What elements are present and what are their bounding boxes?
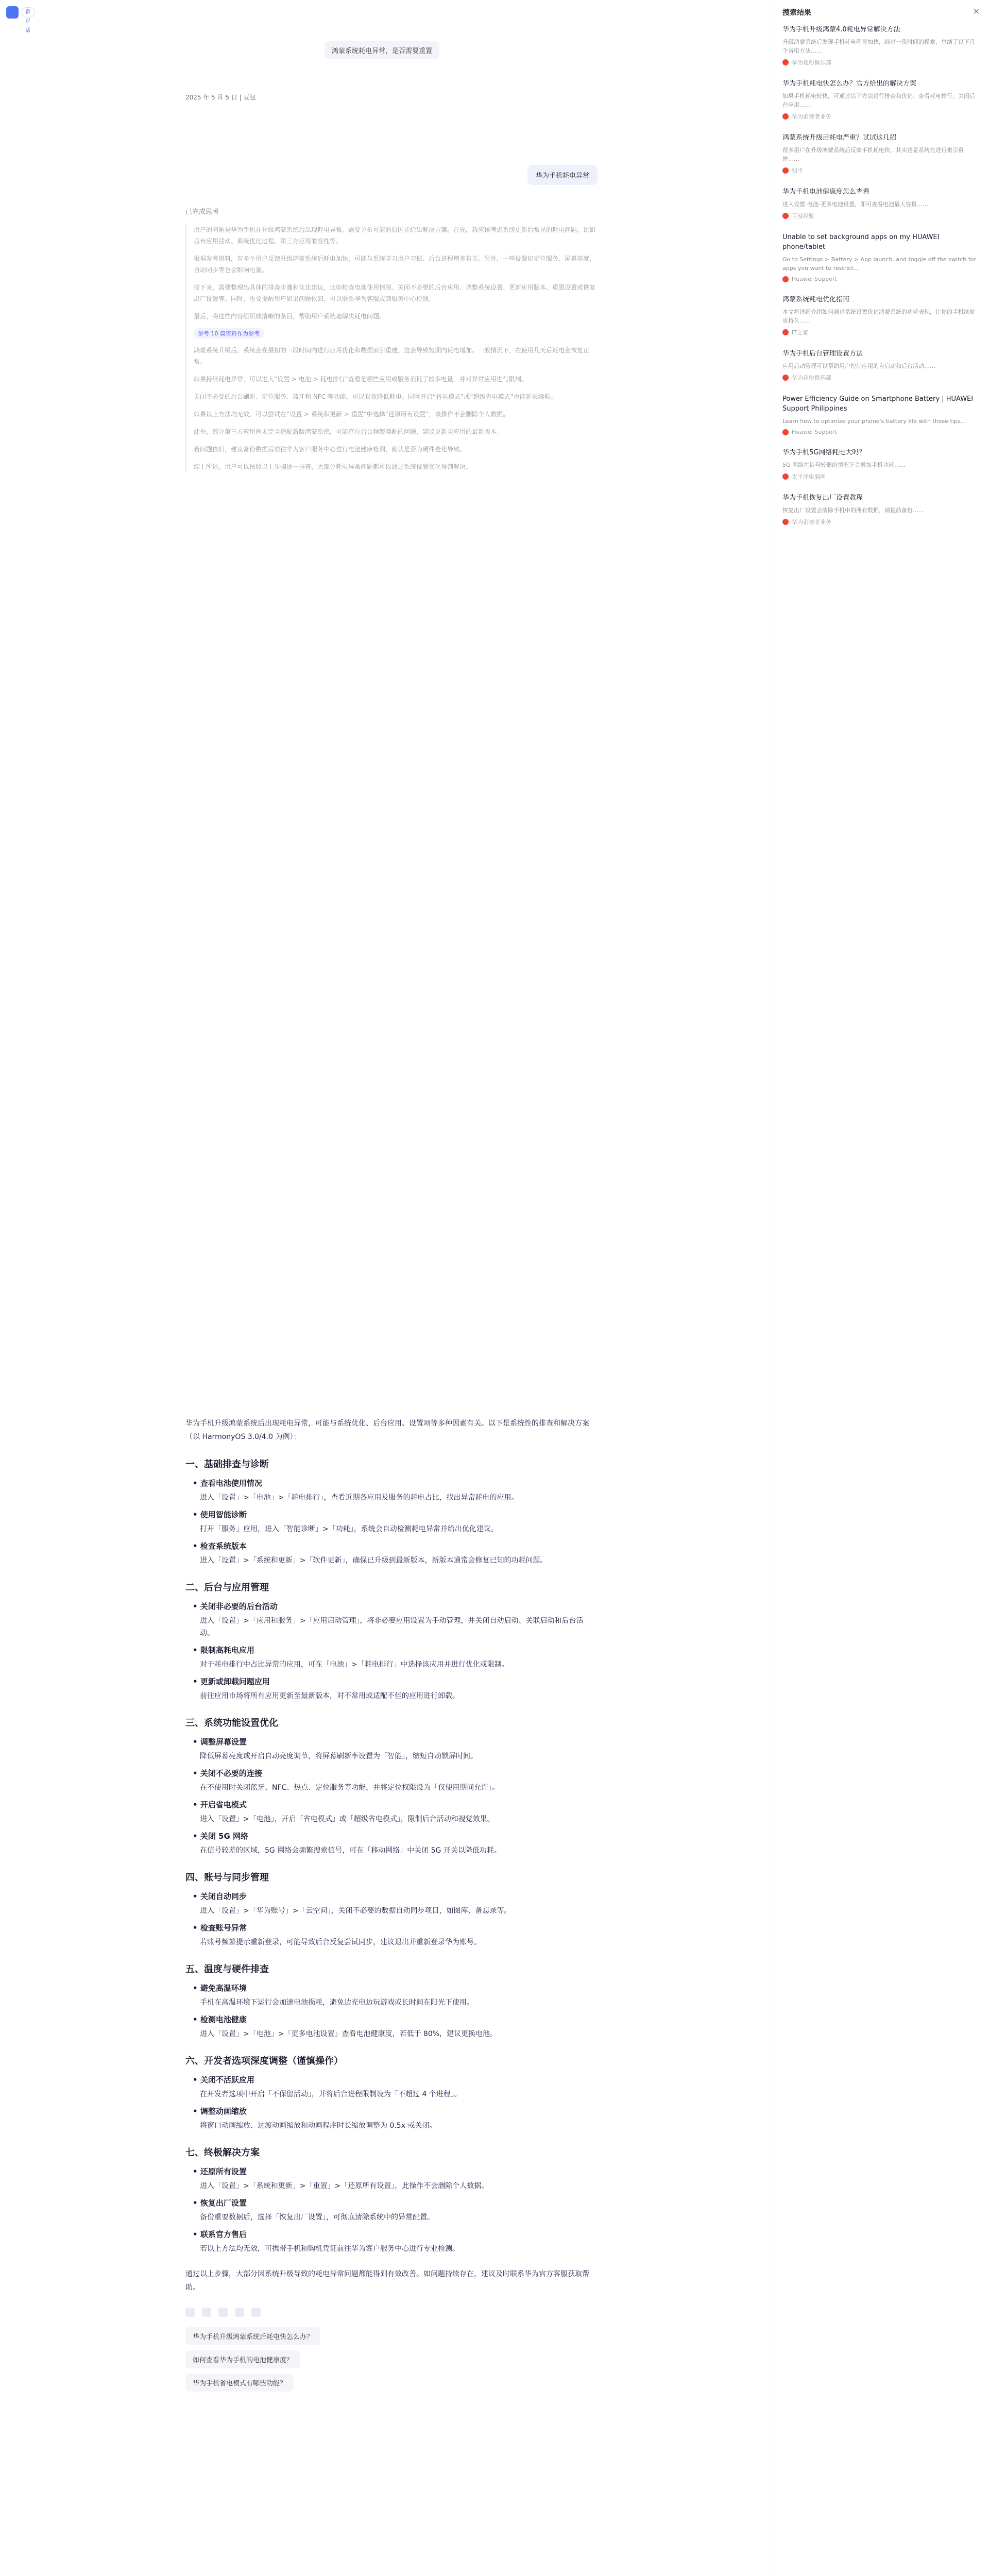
item-heading: • 还原所有设置 bbox=[193, 2166, 598, 2177]
reference-source bbox=[782, 166, 978, 175]
source-favicon-icon bbox=[782, 329, 789, 335]
source-name: Huawei Support bbox=[792, 276, 837, 282]
reference-snippet: 升级鸿蒙系统后发现手机耗电明显加快，经过一段时间的摸索，总结了以下几个省电方法…… bbox=[782, 39, 975, 54]
item-text: 若以上方法均无效，可携带手机和购机凭证前往华为客户服务中心进行专业检测。 bbox=[200, 2245, 459, 2253]
thinking-block bbox=[185, 206, 598, 480]
thinking-para: 若问题依旧，建议备份数据后前往华为客户服务中心进行电池健康检测，确认是否为硬件老化导致。 bbox=[194, 446, 466, 453]
thumbs-up-icon[interactable] bbox=[218, 2308, 228, 2317]
source-name: 知乎 bbox=[792, 167, 803, 174]
item-text: 进入「设置」>「系统和更新」>「重置」>「还原所有设置」，此操作不会删除个人数据。 bbox=[200, 2182, 489, 2190]
section-heading: 七、终极解决方案 bbox=[185, 2147, 260, 2158]
source-favicon-icon bbox=[782, 473, 789, 480]
reference-item[interactable] bbox=[782, 448, 978, 481]
item-heading: • 检查账号异常 bbox=[193, 1922, 598, 1933]
source-name: 华为花粉俱乐部 bbox=[792, 375, 831, 381]
suggestion-item[interactable]: 如何查看华为手机的电池健康度？ bbox=[185, 2350, 300, 2368]
reference-snippet: 如果手机耗电较快，可通过以下方法进行排查和优化：查看耗电排行、关闭后台应用…… bbox=[782, 93, 975, 108]
reference-item[interactable] bbox=[782, 295, 978, 336]
reference-source bbox=[782, 212, 978, 220]
item-text: 备份重要数据后，选择「恢复出厂设置」，可彻底清除系统中的异常配置。 bbox=[200, 2213, 434, 2222]
panel-title: 搜索结果 bbox=[782, 9, 811, 17]
thinking-para: 综上所述，用户可以按照以上步骤逐一排查，大部分耗电异常问题都可以通过系统设置优化得到解决。 bbox=[194, 463, 472, 470]
reference-snippet: 本文将详细介绍如何通过系统设置优化鸿蒙系统的功耗表现，让你的手机续航更持久…… bbox=[782, 309, 975, 324]
section-heading: 五、温度与硬件排查 bbox=[185, 1964, 269, 1975]
reference-item[interactable] bbox=[782, 79, 978, 121]
reference-snippet: 很多用户在升级鸿蒙系统后反馈手机耗电快，其实这是系统在进行索引重建…… bbox=[782, 147, 964, 162]
item-text: 手机在高温环境下运行会加速电池损耗，避免边充电边玩游戏或长时间在阳光下使用。 bbox=[200, 1998, 474, 2007]
user-message: 华为手机耗电异常 bbox=[527, 165, 598, 185]
section-heading: 六、开发者选项深度调整（谨慎操作） bbox=[185, 2056, 343, 2066]
search-results-panel bbox=[773, 0, 989, 2576]
item-text: 在不使用时关闭蓝牙、NFC、热点、定位服务等功能，并将定位权限设为「仅使用期间允许」。 bbox=[200, 1784, 500, 1792]
reference-item[interactable] bbox=[782, 187, 978, 220]
answer-sections bbox=[185, 1457, 598, 2255]
thinking-para: 如果持续耗电异常，可以进入“设置 > 电池 > 耗电排行”查看是哪些应用或服务消耗了较多电量，并对异常应用进行限制。 bbox=[194, 376, 527, 383]
reference-source bbox=[782, 328, 978, 336]
thinking-quote bbox=[185, 224, 598, 472]
reference-source bbox=[782, 472, 978, 481]
thinking-para: 关闭不必要的后台刷新、定位服务、蓝牙和 NFC 等功能，可以有效降低耗电。同时开启“省电模式”或“超级省电模式”也能延长续航。 bbox=[194, 393, 557, 400]
item-text: 前往应用市场将所有应用更新至最新版本，对不常用或适配不佳的应用进行卸载。 bbox=[200, 1692, 459, 1700]
item-text: 若账号频繁提示重新登录，可能导致后台反复尝试同步，建议退出并重新登录华为账号。 bbox=[200, 1938, 481, 1946]
item-heading: • 关闭不活跃应用 bbox=[193, 2074, 598, 2085]
source-name: Huawei Support bbox=[792, 429, 837, 435]
reference-source bbox=[782, 112, 978, 121]
reference-snippet: 进入设置-电池-更多电池设置，即可查看电池最大容量…… bbox=[782, 201, 928, 208]
reference-title[interactable]: 鸿蒙系统升级后耗电严重？试试这几招 bbox=[782, 134, 897, 142]
source-name: 百度经验 bbox=[792, 213, 814, 219]
item-heading: • 关闭 5G 网络 bbox=[193, 1831, 598, 1841]
item-heading: • 使用智能诊断 bbox=[193, 1509, 598, 1520]
thinking-para: 此外，部分第三方应用尚未完全适配新版鸿蒙系统，可能存在后台频繁唤醒的问题，建议更新至应用的最新版本。 bbox=[194, 428, 503, 435]
item-text: 进入「设置」>「电池」>「更多电池设置」查看电池健康度，若低于 80%，建议更换电池。 bbox=[200, 2030, 498, 2038]
left-rail bbox=[0, 0, 35, 2576]
section-heading: 一、基础排查与诊断 bbox=[185, 1459, 269, 1470]
item-heading: • 开启省电模式 bbox=[193, 1799, 598, 1810]
conversation-title[interactable]: 鸿蒙系统耗电异常，是否需要重置 bbox=[325, 41, 439, 59]
section-heading: 三、系统功能设置优化 bbox=[185, 1718, 278, 1728]
reference-title[interactable]: 鸿蒙系统耗电优化指南 bbox=[782, 296, 850, 303]
thinking-para: 根据参考资料，有多个用户反馈升级鸿蒙系统后耗电加快，可能与系统学习用户习惯、后台进程增多有关。另外，一些设置如定位服务、屏幕亮度、自动同步等也会影响电量。 bbox=[194, 255, 596, 274]
source-name: 华为消费者业务 bbox=[792, 519, 831, 526]
message-actions bbox=[185, 2308, 598, 2317]
item-text: 对于耗电排行中占比异常的应用，可在「电池」>「耗电排行」中选择该应用并进行优化或限制。 bbox=[200, 1660, 509, 1669]
reference-item[interactable] bbox=[782, 493, 978, 526]
thinking-para: 接下来，需要整理出具体的排查步骤和优化建议，比如检查电池使用情况、关闭不必要的后台应用、调整系统设置、更新应用版本、重置设置或恢复出厂设置等。同时，也要提醒用户如果问题依旧，可以联系华为客服或到服务中心检测。 bbox=[194, 284, 596, 302]
answer-closing: 通过以上步骤，大部分因系统升级导致的耗电异常问题都能得到有效改善。如问题持续存在，建议及时联系华为官方客服获取帮助。 bbox=[185, 2270, 589, 2292]
item-heading: • 调整动画缩放 bbox=[193, 2106, 598, 2116]
item-text: 进入「设置」>「电池」>「耗电排行」，查看近期各应用及服务的耗电占比，找出异常耗电的应用。 bbox=[200, 1494, 519, 1502]
reference-title[interactable]: 华为手机耗电快怎么办？官方给出的解决方案 bbox=[782, 80, 917, 88]
thinking-para: 用户的问题是华为手机在升级鸿蒙系统后出现耗电异常，需要分析可能的原因并给出解决方案。首先，我应该考虑系统更新后常见的耗电问题，比如后台应用活动、系统优化过程、第三方应用兼容性等。 bbox=[194, 226, 596, 245]
suggestion-item[interactable]: 华为手机省电模式有哪些功能？ bbox=[185, 2374, 294, 2392]
reference-title[interactable]: 华为手机5G网络耗电大吗？ bbox=[782, 449, 866, 456]
thumbs-down-icon[interactable] bbox=[235, 2308, 244, 2317]
share-icon[interactable] bbox=[251, 2308, 261, 2317]
reference-chip[interactable]: 参考 10 篇资料作为参考 bbox=[194, 328, 264, 338]
source-favicon-icon bbox=[782, 276, 789, 282]
item-text: 打开「服务」应用，进入「智能诊断」>「功耗」，系统会自动检测耗电异常并给出优化建议。 bbox=[200, 1525, 498, 1533]
reference-title[interactable]: 华为手机升级鸿蒙4.0耗电异常解决方法 bbox=[782, 26, 900, 33]
reference-item[interactable] bbox=[782, 394, 978, 435]
item-heading: • 关闭非必要的后台活动 bbox=[193, 1601, 598, 1612]
item-heading: • 查看电池使用情况 bbox=[193, 1478, 598, 1488]
reference-snippet: 5G 网络在信号较弱的情况下会增加手机功耗…… bbox=[782, 462, 906, 468]
item-heading: • 检查系统版本 bbox=[193, 1540, 598, 1551]
reference-snippet: 恢复出厂设置会清除手机中的所有数据，请提前备份…… bbox=[782, 507, 924, 514]
item-heading: • 联系官方售后 bbox=[193, 2229, 598, 2240]
reference-item[interactable] bbox=[782, 133, 978, 175]
item-text: 进入「设置」>「华为账号」>「云空间」，关闭不必要的数据自动同步项目，如图库、备忘录等。 bbox=[200, 1907, 511, 1915]
reference-snippet: Go to Settings > Battery > App launch, and toggle off the switch for apps you want to restrict... bbox=[782, 256, 976, 272]
suggestions bbox=[185, 2327, 598, 2397]
reference-title[interactable]: 华为手机电池健康度怎么查看 bbox=[782, 188, 870, 196]
regenerate-icon[interactable] bbox=[202, 2308, 211, 2317]
answer-block bbox=[185, 1417, 598, 2397]
item-heading: • 关闭自动同步 bbox=[193, 1891, 598, 1902]
reference-source bbox=[782, 429, 978, 435]
section-heading: 二、后台与应用管理 bbox=[185, 1582, 269, 1593]
reference-title[interactable]: Unable to set background apps on my HUAWEI phone/tablet bbox=[782, 233, 940, 251]
item-text: 在信号较差的区域，5G 网络会频繁搜索信号，可在「移动网络」中关闭 5G 开关以降低功耗。 bbox=[200, 1846, 501, 1855]
reference-snippet: Learn how to optimize your phone's battery life with these tips... bbox=[782, 418, 966, 425]
source-favicon-icon bbox=[782, 59, 789, 65]
item-heading: • 恢复出厂设置 bbox=[193, 2197, 598, 2208]
item-text: 将窗口动画缩放、过渡动画缩放和动画程序时长缩放调整为 0.5x 或关闭。 bbox=[200, 2122, 437, 2130]
item-text: 进入「设置」>「系统和更新」>「软件更新」，确保已升级到最新版本，新版本通常会修复已知的功耗问题。 bbox=[200, 1556, 548, 1565]
source-name: IT之家 bbox=[792, 329, 808, 336]
source-name: 华为消费者业务 bbox=[792, 113, 831, 120]
reference-title[interactable]: Power Efficiency Guide on Smartphone Battery | HUAWEI Support Philippines bbox=[782, 395, 974, 413]
thinking-para: 鸿蒙系统升级后，系统会在最初的一段时间内进行应用优化和数据索引重建，这会导致短期内耗电增加。一般情况下，在使用几天后耗电会恢复正常。 bbox=[194, 347, 590, 365]
source-favicon-icon bbox=[782, 213, 789, 219]
thinking-title[interactable]: 已完成思考 bbox=[185, 208, 219, 216]
source-favicon-icon bbox=[782, 429, 789, 435]
item-heading: • 更新或卸载问题应用 bbox=[193, 1676, 598, 1687]
thinking-para: 如果以上方法均无效，可以尝试在“设置 > 系统和更新 > 重置”中选择“还原所有设置”，该操作不会删除个人数据。 bbox=[194, 411, 509, 418]
reference-item[interactable] bbox=[782, 232, 978, 282]
message-meta: 2025 年 5 月 5 日 | 豆包 bbox=[185, 94, 256, 101]
item-heading: • 检测电池健康 bbox=[193, 2014, 598, 2025]
thinking-para: 最后，将这些内容组织成清晰的条目，帮助用户系统地解决耗电问题。 bbox=[194, 313, 386, 320]
item-text: 进入「设置」>「电池」，开启「省电模式」或「超级省电模式」，限制后台活动和视觉效果。 bbox=[200, 1815, 494, 1823]
item-text: 进入「设置」>「应用和服务」>「应用启动管理」，将非必要应用设置为手动管理，并关闭自动启动、关联启动和后台活动。 bbox=[200, 1617, 584, 1637]
reference-title[interactable]: 华为手机后台管理设置方法 bbox=[782, 350, 863, 358]
close-icon[interactable]: × bbox=[973, 6, 980, 16]
answer-intro: 华为手机升级鸿蒙系统后出现耗电异常，可能与系统优化、后台应用、设置项等多种因素有关。以下是系统性的排查和解决方案（以 HarmonyOS 3.0/4.0 为例）： bbox=[185, 1419, 589, 1441]
item-heading: • 关闭不必要的连接 bbox=[193, 1768, 598, 1778]
copy-icon[interactable] bbox=[185, 2308, 195, 2317]
source-name: 太平洋电脑网 bbox=[792, 473, 826, 480]
conversation-area bbox=[170, 0, 613, 2576]
new-chat-button[interactable]: 新对话 bbox=[22, 7, 35, 18]
reference-item[interactable] bbox=[782, 25, 978, 66]
section-heading: 四、账号与同步管理 bbox=[185, 1872, 269, 1883]
source-name: 华为花粉俱乐部 bbox=[792, 59, 831, 66]
reference-source bbox=[782, 58, 978, 66]
suggestion-item[interactable]: 华为手机升级鸿蒙系统后耗电快怎么办？ bbox=[185, 2327, 320, 2345]
source-favicon-icon bbox=[782, 519, 789, 525]
source-favicon-icon bbox=[782, 113, 789, 120]
source-favicon-icon bbox=[782, 375, 789, 381]
reference-snippet: 应用启动管理可以帮助用户控制应用的自启动和后台活动…… bbox=[782, 363, 935, 369]
app-logo-icon[interactable] bbox=[6, 6, 19, 19]
reference-source bbox=[782, 518, 978, 526]
item-text: 在开发者选项中开启「不保留活动」，并将后台进程限制设为「不超过 4 个进程」。 bbox=[200, 2090, 462, 2098]
reference-source bbox=[782, 276, 978, 282]
item-text: 降低屏幕亮度或开启自动亮度调节，将屏幕刷新率设置为「智能」，缩短自动锁屏时间。 bbox=[200, 1752, 478, 1760]
reference-item[interactable] bbox=[782, 349, 978, 382]
reference-list bbox=[782, 25, 978, 538]
item-heading: • 调整屏幕设置 bbox=[193, 1736, 598, 1747]
reference-title[interactable]: 华为手机恢复出厂设置教程 bbox=[782, 494, 863, 502]
reference-source bbox=[782, 374, 978, 382]
item-heading: • 限制高耗电应用 bbox=[193, 1645, 598, 1655]
source-favicon-icon bbox=[782, 167, 789, 174]
item-heading: • 避免高温环境 bbox=[193, 1982, 598, 1993]
